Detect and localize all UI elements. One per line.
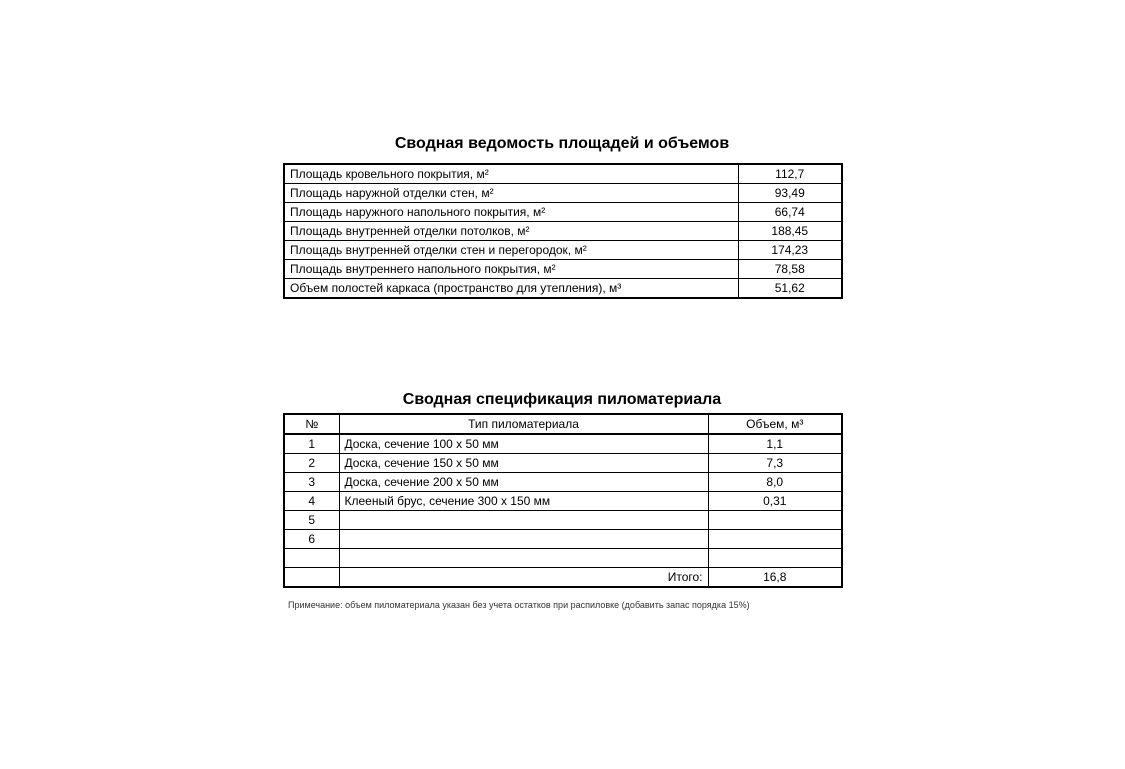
table-row	[284, 492, 842, 511]
total-label: Итого:	[339, 568, 708, 588]
total-row	[284, 568, 842, 588]
lumber-row-num: 1	[284, 434, 339, 454]
areas-table-title: Сводная ведомость площадей и объемов	[394, 135, 730, 152]
total-row-num-cell	[284, 568, 339, 588]
area-row-value: 112,7	[738, 164, 842, 184]
lumber-row-num: 2	[284, 454, 339, 473]
lumber-row-volume: 0,31	[708, 492, 842, 511]
area-row-value: 66,74	[738, 203, 842, 222]
table-row	[284, 530, 842, 549]
table-row	[284, 434, 842, 454]
lumber-row-type: Доска, сечение 100 х 50 мм	[339, 434, 708, 454]
area-row-label: Площадь наружной отделки стен, м²	[284, 184, 738, 203]
table-row	[284, 260, 842, 279]
area-row-value: 188,45	[738, 222, 842, 241]
area-row-value: 93,49	[738, 184, 842, 203]
area-row-label: Площадь внутренней отделки стен и перегородок, м²	[284, 241, 738, 260]
table-row	[284, 473, 842, 492]
table-header-row	[284, 414, 842, 434]
table-row	[284, 454, 842, 473]
lumber-row-num	[284, 549, 339, 568]
area-row-value: 51,62	[738, 279, 842, 299]
lumber-row-volume: 1,1	[708, 434, 842, 454]
lumber-row-type: Клееный брус, сечение 300 х 150 мм	[339, 492, 708, 511]
lumber-row-num: 6	[284, 530, 339, 549]
total-value: 16,8	[708, 568, 842, 588]
lumber-row-num: 4	[284, 492, 339, 511]
lumber-table-note: Примечание: объем пиломатериала указан без учета остатков при распиловке (добавить запас порядка 15%)	[288, 600, 750, 610]
areas-table	[283, 163, 843, 299]
lumber-row-volume	[708, 549, 842, 568]
lumber-row-type: Доска, сечение 150 х 50 мм	[339, 454, 708, 473]
lumber-row-volume	[708, 511, 842, 530]
header-volume: Объем, м³	[708, 414, 842, 434]
table-row	[284, 164, 842, 184]
header-num: №	[284, 414, 339, 434]
lumber-row-volume: 8,0	[708, 473, 842, 492]
lumber-row-type	[339, 530, 708, 549]
lumber-table	[283, 413, 843, 588]
header-type: Тип пиломатериала	[339, 414, 708, 434]
table-row	[284, 222, 842, 241]
lumber-row-volume: 7,3	[708, 454, 842, 473]
area-row-value: 78,58	[738, 260, 842, 279]
table-row	[284, 549, 842, 568]
area-row-label: Площадь внутренней отделки потолков, м²	[284, 222, 738, 241]
lumber-row-type: Доска, сечение 200 х 50 мм	[339, 473, 708, 492]
lumber-row-num: 3	[284, 473, 339, 492]
area-row-value: 174,23	[738, 241, 842, 260]
table-row	[284, 279, 842, 299]
area-row-label: Площадь внутреннего напольного покрытия, м²	[284, 260, 738, 279]
lumber-row-num: 5	[284, 511, 339, 530]
area-row-label: Площадь кровельного покрытия, м²	[284, 164, 738, 184]
lumber-row-type	[339, 549, 708, 568]
table-row	[284, 241, 842, 260]
area-row-label: Площадь наружного напольного покрытия, м²	[284, 203, 738, 222]
lumber-row-volume	[708, 530, 842, 549]
lumber-table-title: Сводная спецификация пиломатериала	[402, 391, 722, 408]
area-row-label: Объем полостей каркаса (пространство для утепления), м³	[284, 279, 738, 299]
table-row	[284, 184, 842, 203]
table-row	[284, 511, 842, 530]
table-row	[284, 203, 842, 222]
lumber-row-type	[339, 511, 708, 530]
